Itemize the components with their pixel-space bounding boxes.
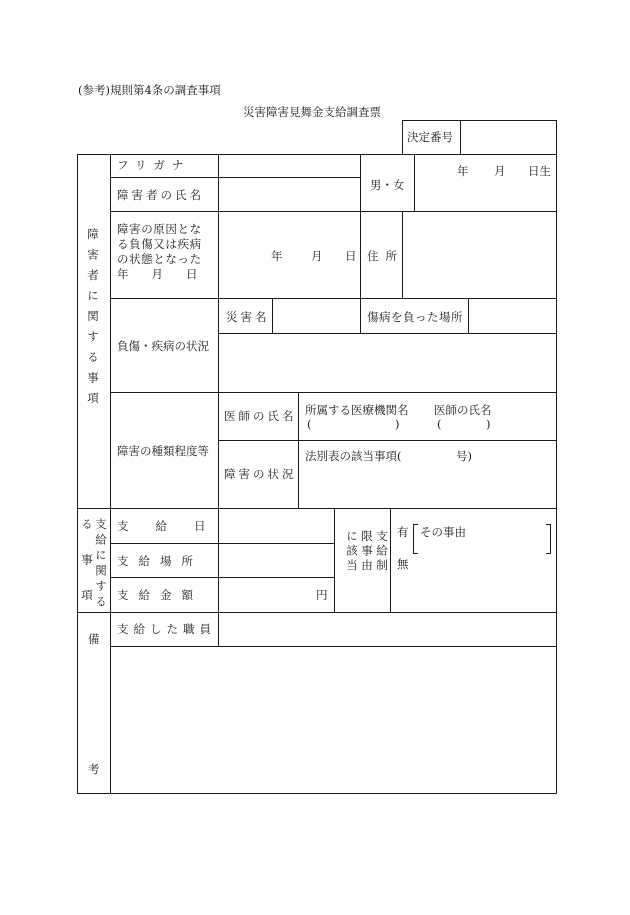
address-field[interactable] (403, 212, 556, 297)
birth-month: 月 (494, 164, 506, 178)
disability-status-label: 障害の状況 (224, 467, 297, 481)
restriction-label-col2: 限事由 (360, 530, 374, 574)
victim-name-field[interactable] (219, 178, 359, 210)
doctor-name-label: 医師の氏名 (224, 409, 297, 423)
restriction-label-col3: に該当 (345, 530, 359, 574)
remarks-label-top: 備 (88, 632, 100, 646)
doctor-name-header: 医師の氏名 (434, 403, 492, 417)
remarks-field[interactable] (111, 647, 556, 793)
injury-status-label: 負傷・疾病の状況 (117, 339, 209, 353)
decision-number-field[interactable] (461, 121, 556, 154)
reason-label: その事由 (420, 525, 466, 539)
cause-label-line-1: 障害の原因とな (117, 222, 202, 236)
cause-label-line-4: 年 月 日 (117, 267, 198, 281)
payment-date-label: 支給日 (117, 519, 233, 533)
birth-day: 日生 (528, 164, 551, 178)
furigana-field[interactable] (219, 155, 359, 176)
payment-amount-field[interactable] (219, 578, 314, 611)
cause-date-day: 日 (345, 249, 357, 263)
restriction-label-col1: 支給制 (375, 530, 389, 574)
victim-section-label: 障害者に関する事項 (86, 228, 100, 413)
cause-label-line-2: る負傷又は疾病 (117, 237, 202, 251)
staff-field[interactable] (219, 613, 556, 645)
form-title: 災害障害見舞金支給調査票 (243, 105, 381, 119)
restriction-has[interactable]: 有 (397, 525, 409, 539)
sex-label[interactable]: 男・女 (370, 178, 405, 192)
doctor-paren-close: ) (486, 417, 491, 431)
payment-amount-label: 支給金額 (117, 588, 203, 602)
restriction-none[interactable]: 無 (397, 557, 409, 571)
yen-unit: 円 (316, 588, 328, 602)
injury-place-field[interactable] (469, 299, 556, 332)
remarks-label-bottom: 考 (88, 762, 100, 776)
institution-paren-open: ( (307, 417, 312, 431)
payment-place-label: 支給場所 (117, 554, 203, 568)
law-table-suffix: 号) (456, 449, 472, 463)
payment-place-field[interactable] (219, 544, 333, 576)
cause-date-month: 月 (311, 249, 323, 263)
reason-field[interactable] (420, 540, 544, 554)
address-label: 住所 (367, 249, 404, 263)
payment-section-label-col1: 支給に関する (94, 518, 108, 611)
institution-paren-close: ) (395, 417, 400, 431)
decision-number-label: 決定番号 (407, 130, 453, 144)
reason-bracket-right (546, 524, 551, 554)
disaster-name-field[interactable] (273, 299, 359, 332)
cause-label-line-3: の状態となった (117, 252, 202, 266)
payment-date-field[interactable] (219, 509, 333, 542)
doctor-paren-open: ( (437, 417, 442, 431)
staff-label: 支給した職員 (117, 622, 216, 636)
disaster-name-label: 災害名 (226, 310, 270, 324)
birth-year: 年 (457, 164, 469, 178)
disability-degree-label: 障害の種類程度等 (117, 444, 209, 458)
furigana-label: フリガナ (117, 158, 191, 172)
reason-bracket-left (413, 524, 418, 554)
payment-section-label-col2: る事項 (80, 518, 94, 625)
reference-note: (参考)規則第4条の調査事項 (78, 83, 221, 97)
cause-date-year: 年 (271, 249, 283, 263)
law-table-label: 法別表の該当事項( (305, 449, 402, 463)
injury-place-label: 傷病を負った場所 (367, 310, 463, 324)
injury-status-field[interactable] (219, 334, 556, 391)
institution-label: 所属する医療機関名 (305, 403, 409, 417)
victim-name-label: 障害者の氏名 (117, 188, 204, 202)
